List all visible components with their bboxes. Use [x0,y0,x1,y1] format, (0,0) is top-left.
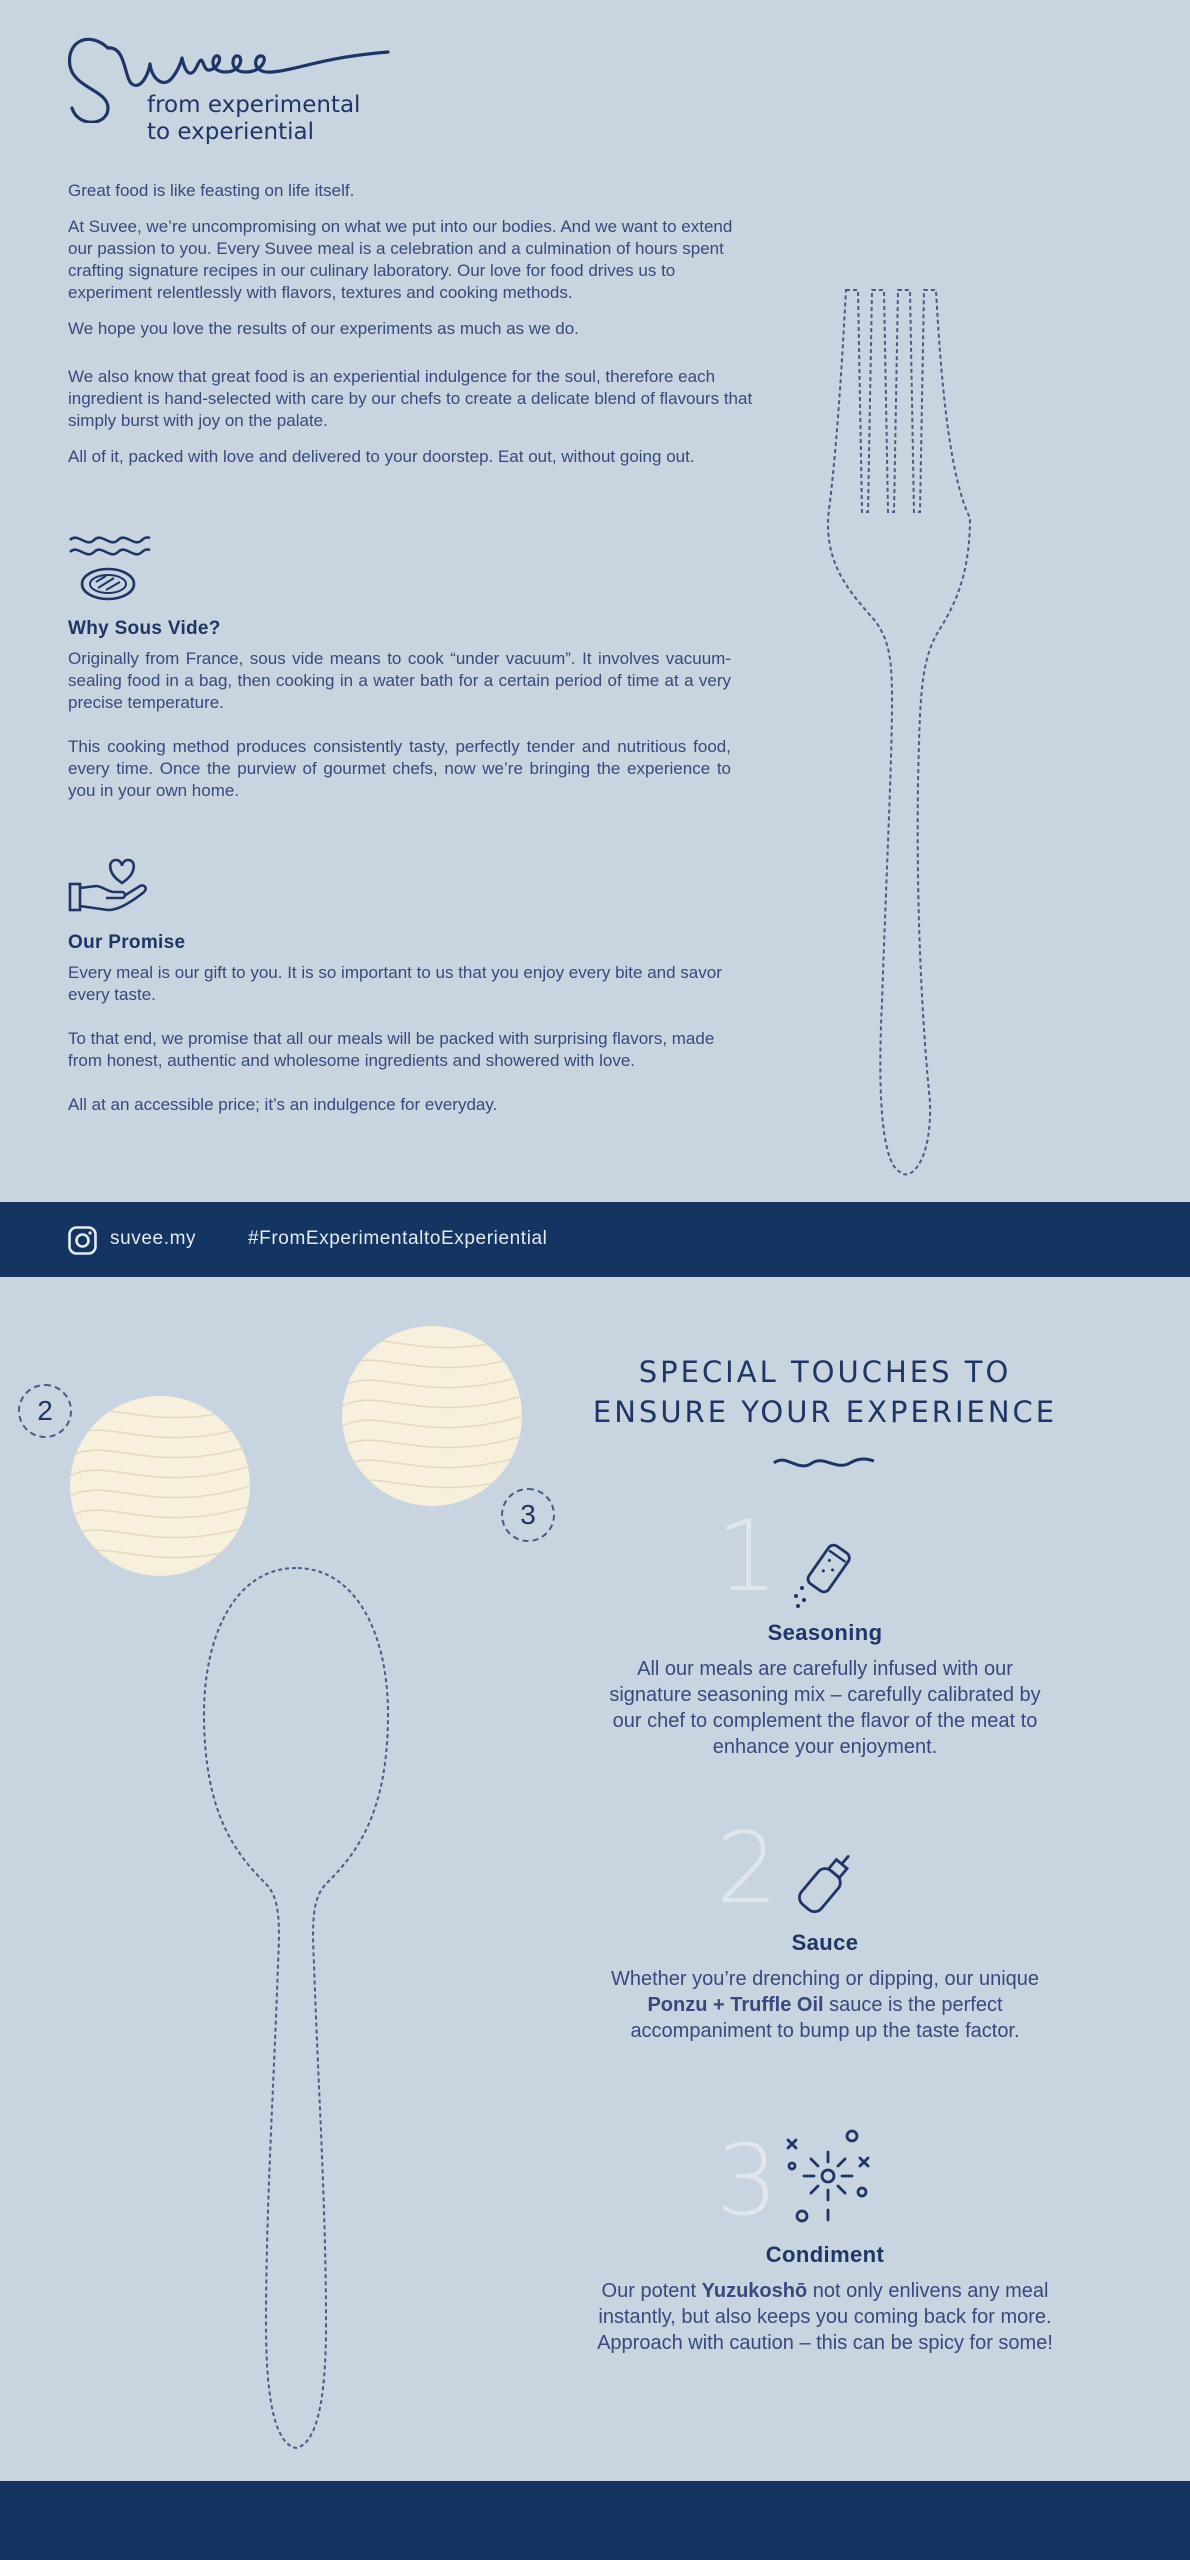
promise-paragraph: Every meal is our gift to you. It is so important to us that you enjoy every bite and savor every taste. [68,963,722,1004]
salt-shaker-icon [790,1532,860,1617]
feature-description-text: Whether you’re drenching or dipping, our unique [610,1968,1040,1990]
cream-circle-right [342,1326,522,1511]
feature-description [590,1966,1060,2044]
spoon-illustration [196,1564,396,2459]
tagline-line-2: to experiential [147,119,314,145]
intro-paragraph: We also know that great food is an experiential indulgence for the soul, therefore each ingredient is hand-selected with care by our chefs to create a delicate blend of flavours that simply burst with joy on the palate. [68,367,753,430]
wave-divider [772,1453,876,1478]
feature-title: Seasoning [767,1620,883,1645]
item-number: 1 [716,1500,779,1614]
sous-vide-icon [68,532,152,607]
feature-condiment [590,2242,1060,2356]
special-title-line-2: ENSURE YOUR EXPERIENCE [592,1395,1058,1429]
intro-section [68,180,758,482]
feature-description-bold: Yuzukoshō [701,2280,808,2302]
instagram-icon[interactable] [68,1226,97,1260]
hashtag[interactable]: #FromExperimentaltoExperiential [248,1228,548,1249]
social-band [0,1202,1190,1277]
feature-description-text: Our potent [601,2280,702,2302]
feature-title: Condiment [765,2242,885,2267]
footer-band [0,2481,1190,2560]
circle-label-3: 3 [501,1488,555,1542]
sparkle-icon [782,2126,874,2231]
feature-description-text: not only enlivens any meal instantly, but also keeps you coming back for more. Approach with caution – this can be spicy for some! [597,2280,1053,2354]
feature-sauce [590,1930,1060,2044]
item-number: 3 [716,2124,779,2238]
tagline-line-1: from experimental [147,92,361,118]
cream-circle-left [70,1396,250,1581]
promise-paragraph: All at an accessible price; it’s an indulgence for everyday. [68,1095,498,1114]
tagline [147,92,360,146]
intro-paragraph: We hope you love the results of our experiments as much as we do. [68,319,579,338]
feature-title: Sauce [791,1930,859,1955]
sous-vide-paragraph: Originally from France, sous vide means to cook “under vacuum”. It involves vacuum-sealing food in a bag, then cooking in a water bath for a certain period of time at a very precise temperature. [68,649,731,712]
intro-paragraph: At Suvee, we’re uncompromising on what we put into our bodies. And we want to extend our passion to you. Every Suvee meal is a celebration and a culmination of hours spent crafting signature recipes in our culinary laboratory. Our love for food drives us to experiment relentlessly with flavors, textures and cooking methods. [68,217,733,302]
item-number: 2 [716,1812,779,1926]
feature-seasoning [590,1620,1060,1760]
promise-section [68,932,731,1138]
promise-title: Our Promise [68,932,186,953]
hand-heart-icon [68,856,148,919]
feature-description: All our meals are carefully infused with our signature seasoning mix – carefully calibrated by our chef to complement the flavor of the meat to enhance your enjoyment. [609,1658,1041,1758]
sauce-bottle-icon [790,1848,860,1925]
special-touches-header [590,1352,1060,1432]
promise-paragraph: To that end, we promise that all our meals will be packed with surprising flavors, made from honest, authentic and wholesome ingredients and showered with love. [68,1029,715,1070]
feature-description-bold: Ponzu + Truffle Oil [647,1994,824,2016]
feature-description [590,2278,1060,2356]
instagram-handle[interactable]: suvee.my [110,1228,197,1249]
feature-description-text: sauce is the perfect accompaniment to bump up the taste factor. [630,1994,1020,2042]
intro-paragraph: All of it, packed with love and delivered to your doorstep. Eat out, without going out. [68,447,695,466]
fork-illustration [820,282,980,1187]
intro-paragraph: Great food is like feasting on life itself. [68,181,355,200]
circle-label-2: 2 [18,1384,72,1438]
sous-vide-section [68,618,731,824]
special-title-line-1: SPECIAL TOUCHES TO [638,1355,1012,1389]
sous-vide-title: Why Sous Vide? [68,618,221,639]
sous-vide-paragraph: This cooking method produces consistently tasty, perfectly tender and nutritious food, every time. Once the purview of gourmet chefs, now we’re bringing the experience to you in your own home. [68,737,731,800]
